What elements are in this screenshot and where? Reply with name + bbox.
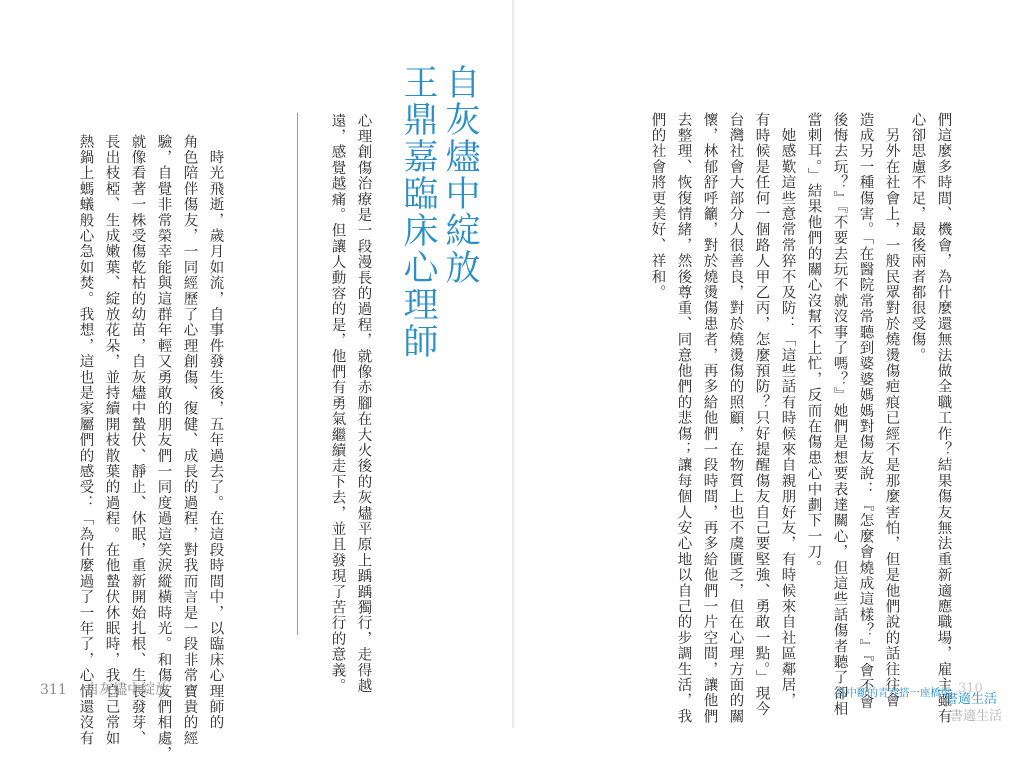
intro-column-2: 遠，感覺越痛。但讓人動容的是，他們有勇氣繼續走下去，並且發現了苦行的意義。 — [329, 113, 346, 694]
right-running-title: 為中斷的青春搭一座橋梁 — [836, 687, 952, 699]
right-page-column-4: 造成另一種傷害。「在醫院常常聽到婆婆媽媽對傷友說：『怎麼會燒成這樣？』『會不會 — [857, 112, 874, 710]
right-page-column-5: 後悔去玩？』『不要去玩不就沒事了嗎？』她們是想要表達關心，但這些話傷者聽了卻相 — [831, 112, 848, 718]
body-column-6: 熱鍋上螞蟻般心急如焚。我想，這也是家屬們的感受：「為什麼過了一年了，心情還沒有 — [77, 134, 94, 747]
book-spine — [512, 0, 514, 728]
body-column-5: 長出枝椏、生成嫩葉、綻放花朵，並持續開枝散葉的過程。在他蟄伏休眠時，我自己常如 — [103, 134, 120, 747]
divider-line — [297, 113, 298, 635]
right-page-column-12: 們的社會將更美好、祥和。 — [649, 112, 666, 301]
right-page-column-7: 她感歎這些意常常猝不及防：「這些話有時候來自親朋好友，有時候來自社區鄰居， — [779, 112, 796, 709]
right-page-column-2: 心卻思慮不足，最後兩者都很受傷。 — [909, 112, 926, 364]
chapter-subtitle: 王鼎嘉臨床心理師 — [398, 64, 438, 360]
right-page-column-1: 們這麼多時間、機會，為什麼還無法做全職工作？結果傷友無法重新適應職場，雇主雖有 — [935, 112, 952, 725]
body-column-3: 驗，自覺非常榮幸能與這群年輕又勇敢的朋友們一同度過這笑淚縱橫時光。和傷友們相處， — [155, 134, 172, 762]
right-page-number: 310 — [958, 681, 983, 696]
left-footer — [40, 679, 169, 699]
body-column-1: 時光飛逝，歲月如流，自事件發生後，五年過去了。在這段時間中，以臨床心理師的 — [207, 134, 224, 731]
intro-column-1: 心理創傷治療是一段漫長的過程，就像赤腳在大火後的灰燼平原上踽踽獨行，走得越 — [355, 113, 372, 694]
watermark-line-1: 書適生活 — [945, 692, 998, 707]
right-page-column-11: 去整理、恢復情緒，然後尊重、同意他們的悲傷；讓每個人安心地以自己的步調生活，我 — [675, 112, 692, 725]
watermark-line-2: 書適生活 — [950, 709, 1003, 724]
right-page-column-6: 當刺耳。」結果他們的關心沒幫不上忙，反而在傷患心中劃下一刀。 — [805, 112, 822, 576]
chapter-title: 自灰燼中綻放 — [440, 64, 480, 286]
left-running-title: 自灰燼中綻放 — [85, 682, 170, 698]
left-page-number: 311 — [40, 682, 67, 698]
right-page-column-10: 懷，林郁舒呼籲，對於燒燙傷患者，再多給他們一段時間，再多給他們一片空間，讓他們 — [701, 112, 718, 725]
right-page-column-8: 有時候是任何一個路人甲乙丙，怎麼預防？只好提醒傷友自己要堅強、勇敢一點。」現今 — [753, 112, 770, 718]
right-page-column-3: 另外在社會上，一般民眾對於燒燙傷疤痕已經不是那麼害怕，但是他們說的話往往會 — [883, 112, 900, 709]
body-column-4: 就像看著一株受傷乾枯的幼苗，自灰燼中蟄伏、靜止、休眠，重新開始扎根、生長發芽、 — [129, 134, 146, 747]
body-column-2: 角色陪伴傷友，一同經歷了心理創傷、復健、成長的過程，對我而言是一段非常寶貴的經 — [181, 134, 198, 747]
right-page-column-9: 台灣社會大部分人很善良，對於燒燙傷的照顧，在物質上也不虞匱乏，但在心理方面的關 — [727, 112, 744, 725]
